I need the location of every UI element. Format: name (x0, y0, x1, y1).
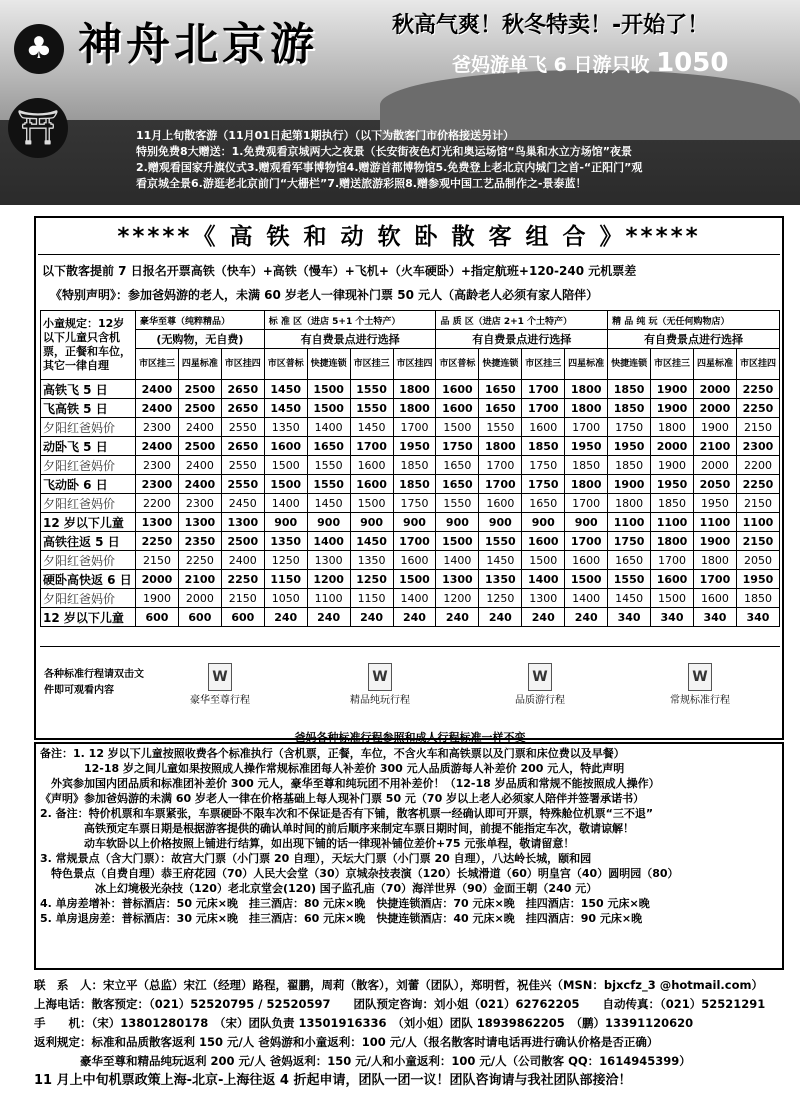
price-cell: 1550 (608, 570, 651, 589)
banner-note-line: 11月上旬散客游（11月01日起第1期执行）（以下为散客门市价格接送另计） (136, 129, 515, 142)
price-cell: 1750 (522, 475, 565, 494)
price-cell: 1450 (264, 399, 307, 418)
price-cell: 1750 (393, 494, 436, 513)
price-cell: 1550 (350, 399, 393, 418)
price-cell: 1350 (264, 532, 307, 551)
price-cell: 1950 (736, 570, 779, 589)
price-cell: 2500 (178, 399, 221, 418)
price-row (41, 551, 780, 570)
price-cell: 2150 (136, 551, 179, 570)
price-cell: 1900 (651, 456, 694, 475)
price-cell: 600 (221, 608, 264, 627)
price-cell: 2650 (221, 437, 264, 456)
price-row (41, 437, 780, 456)
price-cell: 900 (565, 513, 608, 532)
price-cell: 1700 (350, 437, 393, 456)
price-cell: 240 (565, 608, 608, 627)
file-item[interactable] (480, 663, 600, 706)
remark-line: 2. 备注：特价机票和车票紧张，车票硬卧不限车次和不保证是否有下铺，散客机票一经确认即可开票，特殊舱位机票“三不退” (40, 807, 654, 820)
hotel-column-header: 市区挂四 (221, 349, 264, 380)
banner-note-line: 看京城全景6.游逛老北京前门“大栅栏”7.赠送旅游彩照8.赠参观中国工艺品制作之-景泰蓝！ (136, 177, 587, 190)
category-subheader: 有自费景点进行选择 (436, 330, 608, 349)
price-cell: 2300 (136, 475, 179, 494)
banner (0, 0, 800, 205)
route-label: 夕阳红爸妈价 (41, 418, 136, 437)
price-cell: 240 (436, 608, 479, 627)
remark-line: 12-18 岁之间儿童如果按照成人操作常规标准团每人补差价 300 元人品质游每人补差价 200 元人，特此声明 (40, 762, 625, 775)
price-cell: 1800 (479, 437, 522, 456)
file-label: 豪华至尊行程 (190, 695, 250, 706)
price-cell: 1600 (479, 494, 522, 513)
price-cell: 1200 (436, 589, 479, 608)
price-cell: 2400 (178, 456, 221, 475)
price-cell: 1650 (479, 380, 522, 399)
price-cell: 600 (178, 608, 221, 627)
price-cell: 1550 (307, 475, 350, 494)
price-cell: 1500 (436, 418, 479, 437)
price-cell: 1750 (436, 437, 479, 456)
price-cell: 1850 (393, 456, 436, 475)
hotel-column-header: 快捷连锁 (608, 349, 651, 380)
price-cell: 2000 (693, 456, 736, 475)
price-cell: 1500 (307, 399, 350, 418)
price-cell: 1100 (651, 513, 694, 532)
price-cell: 1950 (693, 494, 736, 513)
price-cell: 340 (608, 608, 651, 627)
price-cell: 1300 (436, 570, 479, 589)
price-cell: 2500 (178, 437, 221, 456)
price-cell: 900 (522, 513, 565, 532)
remark-line: 3. 常规景点（含大门票）：故宫大门票（小门票 20 自理），天坛大门票（小门票 20 自理），八达岭长城，颐和园 (40, 852, 592, 865)
policy-footer: 11 月上中旬机票政策上海-北京-上海往返 4 折起申请，团队一团一议！团队咨询请与我社团队部接洽！ (34, 1073, 632, 1088)
banner-offer (452, 48, 728, 78)
word-doc-icon[interactable]: W (528, 663, 552, 691)
price-cell: 1550 (436, 494, 479, 513)
price-cell: 1500 (436, 532, 479, 551)
price-cell: 1550 (479, 418, 522, 437)
price-cell: 1950 (651, 475, 694, 494)
price-cell: 1700 (393, 532, 436, 551)
price-cell: 1650 (608, 551, 651, 570)
price-row (41, 608, 780, 627)
price-cell: 1900 (693, 532, 736, 551)
company-logo-icon: ♣ (14, 24, 64, 74)
remark-line: 备注：1. 12 岁以下儿童按照收费各个标准执行（含机票，正餐，车位，不含火车和高铁票以及门票和床位费以及早餐） (40, 747, 625, 760)
price-cell: 2250 (136, 532, 179, 551)
price-cell: 1650 (307, 437, 350, 456)
price-cell: 2400 (178, 418, 221, 437)
brand-title: 神舟北京游 (78, 19, 318, 70)
route-label: 高铁往返 5 日 (41, 532, 136, 551)
price-row (41, 380, 780, 399)
price-cell: 1550 (350, 380, 393, 399)
hotel-column-header: 四星标准 (178, 349, 221, 380)
price-cell: 1450 (307, 494, 350, 513)
price-cell: 1700 (479, 456, 522, 475)
contact-line: 豪华至尊和精品纯玩返利 200 元/人 爸妈返利：150 元/人和小童返利：100 元/人（公司散客 QQ：1614945399） (34, 1054, 691, 1068)
pagoda-icon: ⛩ (8, 98, 68, 158)
price-row (41, 589, 780, 608)
price-cell: 1300 (178, 513, 221, 532)
route-label: 12 岁以下儿童 (41, 608, 136, 627)
price-cell: 1400 (264, 494, 307, 513)
price-cell: 1800 (565, 380, 608, 399)
price-cell: 2250 (736, 475, 779, 494)
remark-line: 高铁预定车票日期是根据游客提供的确认单时间的前后顺序来制定车票日期时间，前提不能指定车次，敬请谅解！ (40, 822, 634, 835)
price-cell: 1850 (608, 456, 651, 475)
price-cell: 1600 (350, 456, 393, 475)
price-cell: 340 (693, 608, 736, 627)
route-label: 飞动卧 6 日 (41, 475, 136, 494)
price-cell: 1500 (264, 456, 307, 475)
price-cell: 1750 (608, 532, 651, 551)
word-doc-icon[interactable]: W (208, 663, 232, 691)
hotel-column-header: 市区挂三 (136, 349, 179, 380)
price-cell: 1500 (651, 589, 694, 608)
price-cell: 1600 (693, 589, 736, 608)
price-cell: 1250 (350, 570, 393, 589)
contact-line: 返利规定：标准和品质散客返利 150 元/人 爸妈游和小童返利：100 元/人（报名散客时请电话再进行确认价格是否正确） (34, 1035, 659, 1049)
intro-line: 以下散客提前 7 日报名开票高铁（快车）+高铁（慢车）+飞机+（火车硬卧）+指定航班+120-240 元机票差 (42, 264, 637, 278)
price-cell: 1700 (522, 380, 565, 399)
price-cell: 1600 (522, 532, 565, 551)
price-cell: 1850 (393, 475, 436, 494)
price-cell: 2150 (736, 418, 779, 437)
price-cell: 1300 (307, 551, 350, 570)
price-cell: 1400 (393, 589, 436, 608)
price-cell: 1500 (393, 570, 436, 589)
price-cell: 1900 (693, 418, 736, 437)
price-cell: 1450 (350, 418, 393, 437)
price-cell: 240 (264, 608, 307, 627)
price-cell: 1400 (307, 418, 350, 437)
price-cell: 1550 (479, 532, 522, 551)
remark-line: 外宾参加国内团品质和标准团补差价 300 元人，豪华至尊和纯玩团不用补差价！（12-18 岁品质和常规不能按照成人操作） (40, 777, 660, 790)
price-cell: 2550 (221, 418, 264, 437)
price-cell: 900 (436, 513, 479, 532)
price-cell: 2000 (693, 399, 736, 418)
price-cell: 2150 (736, 494, 779, 513)
price-cell: 1900 (136, 589, 179, 608)
hotel-column-header: 市区挂三 (350, 349, 393, 380)
price-cell: 2400 (136, 399, 179, 418)
route-label: 12 岁以下儿童 (41, 513, 136, 532)
price-cell: 2150 (736, 532, 779, 551)
files-footer: 爸妈各种标准行程参照和成人行程标准一样不变 (294, 731, 526, 744)
price-table (40, 310, 780, 627)
price-cell: 1300 (221, 513, 264, 532)
price-cell: 1300 (522, 589, 565, 608)
route-label: 夕阳红爸妈价 (41, 551, 136, 570)
price-cell: 2100 (693, 437, 736, 456)
price-cell: 2400 (136, 380, 179, 399)
route-label: 飞高铁 5 日 (41, 399, 136, 418)
remark-line: 特色景点（自费自理）恭王府花园（70）人民大会堂（30）京城杂技表演（120）长城滑道（60）明皇宫（40）圆明园（80） (40, 867, 679, 880)
price-cell: 1850 (608, 399, 651, 418)
file-label: 精品纯玩行程 (350, 695, 410, 706)
price-row (41, 475, 780, 494)
price-cell: 1150 (350, 589, 393, 608)
price-cell: 1700 (522, 399, 565, 418)
hotel-column-header: 快捷连锁 (479, 349, 522, 380)
file-item[interactable] (640, 663, 760, 706)
price-cell: 240 (522, 608, 565, 627)
price-cell: 1500 (565, 570, 608, 589)
price-cell: 1600 (565, 551, 608, 570)
banner-notes (136, 128, 786, 192)
child-policy-note: 小童规定：12岁以下儿童只含机票，正餐和车位，其它一律自理 (41, 311, 136, 380)
remark-line: 《声明》参加爸妈游的未满 60 岁老人一律在价格基础上每人现补门票 50 元（70 岁以上老人必须家人陪伴并签署承诺书） (40, 792, 645, 805)
price-cell: 1650 (522, 494, 565, 513)
price-cell: 1900 (651, 380, 694, 399)
route-label: 硬卧高快返 6 日 (41, 570, 136, 589)
price-row (41, 570, 780, 589)
files-instruction: 各种标准行程请双击文件即可观看内容 (44, 669, 144, 696)
price-cell: 1950 (608, 437, 651, 456)
price-cell: 2300 (136, 456, 179, 475)
price-cell: 1850 (736, 589, 779, 608)
price-cell: 1600 (350, 475, 393, 494)
price-cell: 1100 (693, 513, 736, 532)
file-label: 常规标准行程 (670, 695, 730, 706)
category-subheader: 有自费景点进行选择 (608, 330, 780, 349)
word-doc-icon[interactable]: W (688, 663, 712, 691)
price-cell: 1800 (651, 532, 694, 551)
price-cell: 1750 (608, 418, 651, 437)
route-label: 夕阳红爸妈价 (41, 494, 136, 513)
banner-note-line: 2.赠观看国家升旗仪式3.赠观看军事博物馆4.赠游首都博物馆5.免费登上老北京内城门之首-“正阳门”观 (136, 161, 643, 174)
price-cell: 900 (264, 513, 307, 532)
banner-slogan: 秋高气爽！秋冬特卖！-开始了！ (392, 13, 710, 38)
price-cell: 2050 (736, 551, 779, 570)
hotel-column-header: 四星标准 (565, 349, 608, 380)
price-cell: 1700 (565, 494, 608, 513)
price-cell: 2350 (178, 532, 221, 551)
price-cell: 1800 (565, 399, 608, 418)
price-cell: 1150 (264, 570, 307, 589)
price-cell: 2100 (178, 570, 221, 589)
price-cell: 900 (393, 513, 436, 532)
price-cell: 1600 (264, 437, 307, 456)
contact-line: 上海电话：散客预定：（021）52520795 / 52520597 团队预定咨询：刘小姐（021）62762205 自动传真：（021）52521291 (34, 997, 766, 1011)
price-cell: 1850 (651, 494, 694, 513)
price-cell: 240 (393, 608, 436, 627)
price-cell: 1550 (307, 456, 350, 475)
hotel-column-header: 市区挂四 (393, 349, 436, 380)
price-cell: 1800 (393, 380, 436, 399)
price-cell: 1500 (350, 494, 393, 513)
price-cell: 340 (651, 608, 694, 627)
price-cell: 1300 (136, 513, 179, 532)
price-cell: 1500 (264, 475, 307, 494)
category-header: 豪华至尊（纯粹精品） (136, 311, 265, 330)
price-cell: 1500 (522, 551, 565, 570)
hotel-column-header: 市区挂三 (651, 349, 694, 380)
offer-text: 爸妈游单飞 6 日游只收 (452, 54, 650, 76)
price-cell: 1450 (479, 551, 522, 570)
route-label: 夕阳红爸妈价 (41, 456, 136, 475)
price-cell: 2400 (221, 551, 264, 570)
price-cell: 1500 (307, 380, 350, 399)
price-cell: 1800 (393, 399, 436, 418)
hotel-column-header: 四星标准 (693, 349, 736, 380)
category-subheader: (无购物，无自费) (136, 330, 265, 349)
price-cell: 2550 (221, 475, 264, 494)
price-cell: 240 (479, 608, 522, 627)
contact-line: 手 机：（宋）13801280178 （宋）团队负责 13501916336 （刘小姐）团队 18939862205 （鹏）13391120620 (34, 1016, 694, 1030)
price-cell: 900 (350, 513, 393, 532)
price-cell: 2300 (178, 494, 221, 513)
price-cell: 2200 (736, 456, 779, 475)
banner-note-line: 特别免费8大赠送：1.免费观看京城两大之夜景（长安街夜色灯光和奥运场馆“鸟巢和水立方场馆”夜景 (136, 145, 632, 158)
price-cell: 1650 (479, 399, 522, 418)
file-item[interactable] (160, 663, 280, 706)
category-header: 标 准 区（进店 5+1 个土特产） (264, 311, 436, 330)
price-cell: 340 (736, 608, 779, 627)
section-heading: *****《 高 铁 和 动 软 卧 散 客 组 合 》***** (38, 220, 780, 255)
price-cell: 2000 (693, 380, 736, 399)
price-cell: 1650 (436, 456, 479, 475)
price-section (34, 216, 784, 744)
price-cell: 2450 (221, 494, 264, 513)
route-label: 夕阳红爸妈价 (41, 589, 136, 608)
price-cell: 1700 (693, 570, 736, 589)
price-cell: 1450 (608, 589, 651, 608)
price-cell: 1450 (264, 380, 307, 399)
price-cell: 2650 (221, 399, 264, 418)
price-cell: 1350 (479, 570, 522, 589)
price-row (41, 456, 780, 475)
price-cell: 2550 (221, 456, 264, 475)
price-cell: 2500 (221, 532, 264, 551)
remark-line: 4. 单房差增补：普标酒店：50 元床×晚 挂三酒店：80 元床×晚 快捷连锁酒店：70 元床×晚 挂四酒店：150 元床×晚 (40, 897, 650, 910)
price-cell: 2250 (178, 551, 221, 570)
price-cell: 2000 (651, 437, 694, 456)
price-cell: 1400 (522, 570, 565, 589)
price-cell: 600 (136, 608, 179, 627)
price-cell: 1600 (436, 399, 479, 418)
price-cell: 1350 (264, 418, 307, 437)
price-cell: 2000 (178, 589, 221, 608)
remark-line: 5. 单房退房差：普标酒店：30 元床×晚 挂三酒店：60 元床×晚 快捷连锁酒店：40 元床×晚 挂四酒店：90 元床×晚 (40, 912, 643, 925)
remark-line: 冰上幻境极光杂技（120）老北京堂会(120) 国子监孔庙（70）海洋世界（90）金面王朝（240 元） (40, 882, 598, 895)
price-cell: 1100 (608, 513, 651, 532)
price-cell: 1250 (479, 589, 522, 608)
price-cell: 1650 (436, 475, 479, 494)
price-cell: 1800 (565, 475, 608, 494)
price-cell: 2500 (178, 380, 221, 399)
category-subheader: 有自费景点进行选择 (264, 330, 436, 349)
price-row (41, 494, 780, 513)
price-cell: 1600 (522, 418, 565, 437)
price-cell: 2200 (136, 494, 179, 513)
price-cell: 1700 (565, 532, 608, 551)
price-cell: 1950 (393, 437, 436, 456)
word-doc-icon[interactable]: W (368, 663, 392, 691)
price-cell: 1700 (565, 418, 608, 437)
price-cell: 1750 (522, 456, 565, 475)
price-cell: 1250 (264, 551, 307, 570)
hotel-column-header: 市区普标 (264, 349, 307, 380)
itinerary-files (40, 646, 780, 744)
contact-line: 联 系 人：宋立平（总监）宋江（经理）路程，翟鹏，周莉（散客），刘蕾（团队），郑明哲，祝佳兴（MSN：bjxcfz_3 @hotmail.com） (34, 978, 763, 992)
price-cell: 2400 (178, 475, 221, 494)
contact-section (34, 976, 784, 1090)
file-item[interactable] (320, 663, 440, 706)
price-cell: 2250 (736, 380, 779, 399)
price-cell: 1100 (307, 589, 350, 608)
price-row (41, 418, 780, 437)
price-cell: 1600 (436, 380, 479, 399)
price-cell: 1800 (651, 418, 694, 437)
price-cell: 1900 (651, 399, 694, 418)
price-cell: 1600 (651, 570, 694, 589)
category-header: 品 质 区（进店 2+1 个土特产） (436, 311, 608, 330)
price-cell: 900 (479, 513, 522, 532)
price-cell: 1850 (608, 380, 651, 399)
price-cell: 1700 (393, 418, 436, 437)
price-cell: 2000 (136, 570, 179, 589)
price-cell: 2250 (221, 570, 264, 589)
price-cell: 1450 (350, 532, 393, 551)
special-statement: 《特别声明》：参加爸妈游的老人，未满 60 岁老人一律现补门票 50 元人（高龄老人必须有家人陪伴） (50, 288, 599, 302)
price-row (41, 532, 780, 551)
price-cell: 1700 (651, 551, 694, 570)
price-cell: 1950 (565, 437, 608, 456)
file-label: 品质游行程 (515, 695, 565, 706)
hotel-column-header: 市区挂四 (736, 349, 779, 380)
price-cell: 240 (307, 608, 350, 627)
price-cell: 1400 (307, 532, 350, 551)
category-header: 精 品 纯 玩（无任何购物店） (608, 311, 780, 330)
price-cell: 1050 (264, 589, 307, 608)
remark-line: 动车软卧以上价格按照上铺进行结算，如出现下铺的话一律现补铺位差价+75 元张单程，敬请留意！ (40, 837, 575, 850)
route-label: 动卧飞 5 日 (41, 437, 136, 456)
offer-price: 1050 (656, 48, 729, 78)
price-cell: 2050 (693, 475, 736, 494)
price-cell: 1850 (522, 437, 565, 456)
hotel-column-header: 市区挂三 (522, 349, 565, 380)
price-cell: 1850 (565, 456, 608, 475)
price-cell: 2300 (136, 418, 179, 437)
price-cell: 1900 (608, 475, 651, 494)
route-label: 高铁飞 5 日 (41, 380, 136, 399)
price-cell: 240 (350, 608, 393, 627)
price-cell: 1400 (565, 589, 608, 608)
price-cell: 1600 (393, 551, 436, 570)
price-cell: 1200 (307, 570, 350, 589)
price-cell: 1700 (479, 475, 522, 494)
hotel-column-header: 快捷连锁 (307, 349, 350, 380)
price-cell: 1350 (350, 551, 393, 570)
price-cell: 1400 (436, 551, 479, 570)
price-cell: 1100 (736, 513, 779, 532)
hotel-column-header: 市区普标 (436, 349, 479, 380)
price-cell: 2250 (736, 399, 779, 418)
price-cell: 1800 (608, 494, 651, 513)
price-cell: 1800 (693, 551, 736, 570)
price-row (41, 399, 780, 418)
price-cell: 900 (307, 513, 350, 532)
remarks-section (34, 742, 784, 970)
price-cell: 2150 (221, 589, 264, 608)
price-cell: 2300 (736, 437, 779, 456)
price-cell: 2400 (136, 437, 179, 456)
price-cell: 2650 (221, 380, 264, 399)
price-row (41, 513, 780, 532)
